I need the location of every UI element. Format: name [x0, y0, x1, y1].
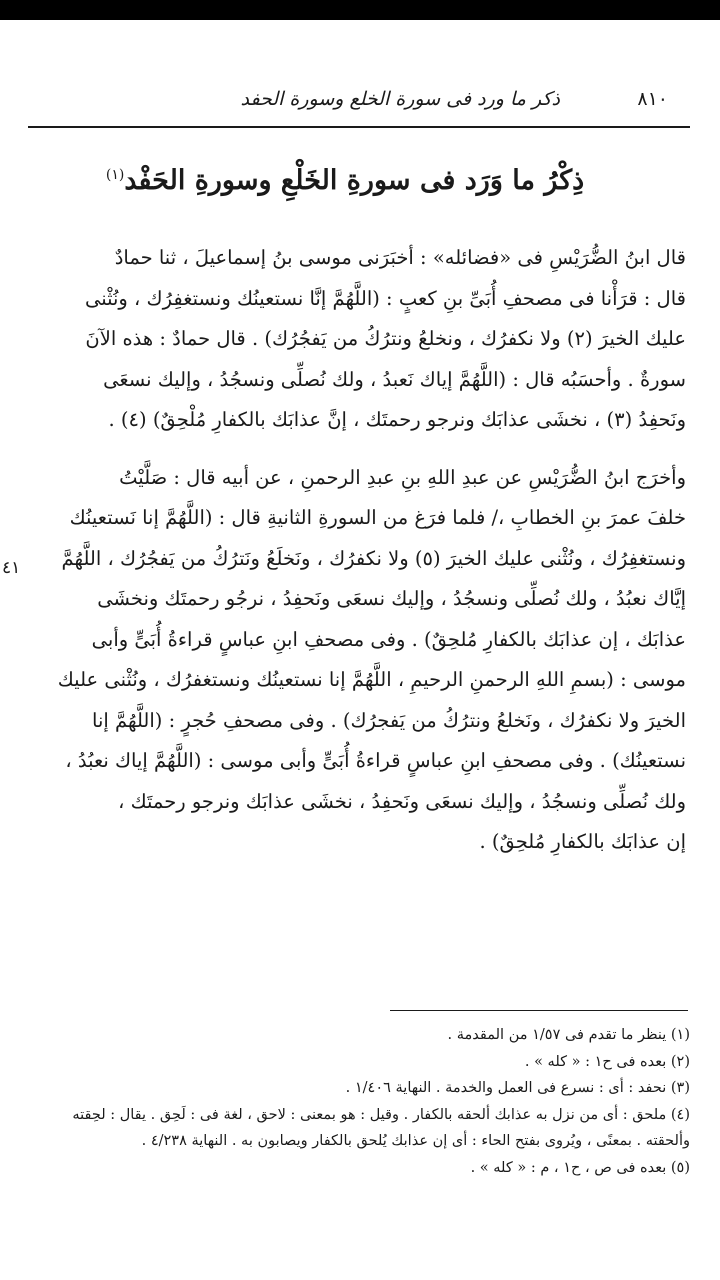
footnote: (٥) بعده فى ص ، ح١ ، م : « كله » .	[470, 1159, 690, 1176]
margin-volume-number: ٤١	[2, 558, 21, 578]
text-line: الخيرَ ولا نكفرُك ، ونَخلعُ ونترُكُ من يَفجرُك) . وفى مصحفِ حُجرٍ : (اللَّهُمَّ إنا	[92, 708, 686, 732]
text-line: نستعينُك) . وفى مصحفِ ابنِ عباسٍ قراءةُ أُبَىٍّ وأبى موسى : (اللَّهُمَّ إياك نعبُدُ ،	[65, 749, 686, 772]
body-text	[28, 238, 686, 863]
text-line: قال ابنُ الضُّرَيْسِ فى «فضائله» : أخبَرَنى موسى بنُ إسماعيلَ ، ثنا حمادٌ	[114, 246, 686, 269]
footnote: (٤) ملحق : أى من نزل به عذابك ألحقه بالكفار . وقيل : هو بمعنى : لاحق ، لغة فى : لَحِق . يقال : لحِقته	[72, 1106, 690, 1123]
text-line: خلفَ عمرَ بنِ الخطابِ ،/ فلما فرَغ من السورةِ الثانيةِ قال : (اللَّهُمَّ إنا نَستعينُك	[69, 506, 686, 529]
page-header	[30, 84, 690, 122]
text-line: موسى : (بسمِ اللهِ الرحمنِ الرحيمِ ، اللَّهُمَّ إنا نستعينُك ونستغفرُك ، ونُثْنى عليك	[57, 668, 686, 691]
text-line: قال : قرَأْنا فى مصحفِ أُبَىِّ بنِ كعبٍ : (اللَّهُمَّ إنَّا نستعينُك ونستغفِرُك ، ونُثْنى	[84, 286, 686, 310]
page-number: ٨١٠	[637, 88, 668, 110]
running-title: ذكر ما ورد فى سورة الخلع وسورة الحفد	[240, 88, 560, 110]
text-line: عذابَك ، إن عذابَك بالكفارِ مُلحِقٌ) . وفى مصحفِ ابنِ عباسٍ قراءةُ أُبَىٍّ وأبى	[91, 627, 686, 651]
footnotes	[28, 1022, 690, 1181]
header-rule	[28, 126, 690, 128]
text-line: سورةٌ . وأحسَبُه قال : (اللَّهُمَّ إياك نَعبدُ ، ولك نُصلِّى ونسجُدُ ، وإليك نسعَى	[103, 367, 686, 391]
footnote: (١) ينظر ما تقدم فى ١/٥٧ من المقدمة .	[447, 1027, 690, 1043]
section-title	[60, 165, 630, 196]
text-line: وأخرَج ابنُ الضُّرَيْسِ عن عبدِ اللهِ بنِ عبدِ الرحمنِ ، عن أبيه قال : صَلَّيْتُ	[119, 465, 686, 489]
text-line: عليك الخيرَ (٢) ولا نكفرُك ، ونخلعُ ونترُكُ من يَفجُرُك) . قال حمادٌ : هذه الآنَ	[85, 327, 686, 350]
footnote-rule	[390, 1010, 688, 1011]
text-line: إن عذابَك بالكفارِ مُلحِقٌ) .	[479, 830, 686, 853]
paragraph	[28, 458, 686, 863]
footnote-continuation: وألحقته . بمعنًى ، ويُروى بفتح الحاء : أى إن عذابك يُلحق بالكفار ويصابون به . النهاية ٤/٢٣٨ .	[141, 1133, 690, 1149]
text-line: إيَّاك نعبُدُ ، ولك نُصلِّى ونسجُدُ ، وإليك نسعَى ونَحفِدُ ، نرجُو رحمتَك ونخشَى	[97, 587, 686, 610]
text-line: ونستغفِرُك ، ونُثْنى عليك الخيرَ (٥) ولا نكفرُك ، ونَخلَعُ ونَترُكُ من يَفجُرُك ، اللَّهُمَّ	[61, 546, 686, 570]
footnote: (٣) نحفد : أى : نسرع فى العمل والخدمة . النهاية ١/٤٠٦ .	[345, 1080, 690, 1096]
footnote: (٢) بعده فى ح١ : « كله » .	[524, 1053, 690, 1070]
title-footnote-ref: (١)	[105, 167, 125, 183]
top-status-bar	[0, 0, 720, 20]
text-line: ولك نُصلِّى ونسجُدُ ، وإليك نسعَى ونَحفِدُ ، نخشَى عذابَك ونرجو رحمتَك ،	[118, 789, 686, 813]
text-line: ونَحفِدُ (٣) ، نخشَى عذابَك ونرجو رحمتَك ، إنَّ عذابَك بالكفارِ مُلْحِقٌ) (٤) .	[108, 408, 686, 431]
section-title-text: ذِكْرُ ما وَرَد فى سورةِ الخَلْعِ وسورةِ الحَفْد	[124, 165, 585, 196]
paragraph	[28, 238, 686, 441]
